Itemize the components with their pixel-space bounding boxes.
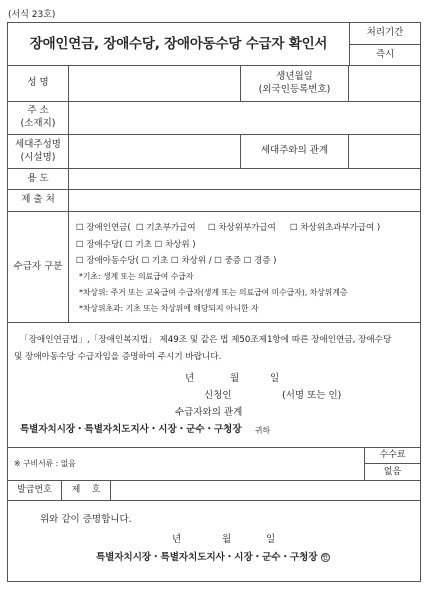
required-docs: ※ 구비서류 : 없음 — [14, 459, 76, 468]
address-label-sub: (소재지) — [20, 118, 56, 129]
option-pension-basic[interactable]: ☐ 기초부가급여 — [136, 223, 196, 233]
addressee-honorific: 귀하 — [255, 426, 271, 435]
note-basic: *기초: 생계 또는 의료급여 수급자 — [79, 272, 194, 281]
statement-month: 월 — [230, 373, 240, 384]
statement-year: 년 — [185, 373, 195, 384]
option-pension-above[interactable]: ☐ 차상위초과부가급여 ) — [290, 223, 381, 233]
relation-label: 세대주와의 관계 — [260, 145, 329, 157]
address-label — [8, 102, 68, 134]
option-pension-near-poverty[interactable]: ☐ 차상위부가급여 — [208, 223, 276, 233]
row-line — [7, 447, 421, 448]
processing-period-label: 처리기간 — [366, 27, 404, 39]
issue-month: 월 — [222, 534, 232, 545]
statement-line2: 및 장애아동수당 수급자임을 증명하여 주시기 바랍니다. — [14, 352, 222, 362]
row-line — [7, 500, 421, 501]
household-head-field[interactable] — [69, 135, 240, 168]
statement-day: 일 — [270, 373, 280, 384]
frame-bottom — [7, 581, 421, 582]
household-head-text: 세대주성명 — [15, 138, 61, 150]
option-disability-allowance[interactable]: ☐ 장애수당( ☐ 기초 ☐ 차상위 ) — [76, 240, 196, 250]
dob-field[interactable] — [349, 66, 420, 101]
issuer-authority-text: 특별자치시장・특별자치도지사・시장・군수・구청장 — [96, 552, 318, 563]
applicant-signature[interactable]: (서명 또는 인) — [282, 390, 342, 401]
name-field[interactable] — [69, 66, 240, 101]
issue-number-value[interactable]: 제 호 — [71, 485, 101, 496]
purpose-field[interactable] — [69, 169, 420, 189]
note-above: *차상위초과: 기초 또는 차상위에 해당되지 아니한 자 — [79, 304, 259, 313]
household-head-sub: (시설명) — [20, 151, 56, 163]
addressee-authority: 특별자치시장・특별자치도지사・시장・군수・구청장 — [20, 424, 242, 435]
address-field[interactable] — [69, 102, 420, 134]
purpose-label: 용 도 — [27, 172, 49, 184]
issuer-authority — [96, 552, 330, 563]
issue-year: 년 — [172, 534, 182, 545]
dob-label-text: 생년월일 — [276, 70, 313, 82]
dob-label-sub: (외국인등록번호) — [258, 83, 331, 95]
dob-label — [241, 66, 348, 101]
household-head-label — [8, 135, 68, 168]
address-label-text: 주 소 — [27, 105, 49, 117]
form-title: 장애인연금, 장애수당, 장애아동수당 수급자 확인서 — [29, 35, 328, 52]
frame-right — [420, 22, 421, 582]
option-pension-lead[interactable]: ☐ 장애인연금( — [76, 223, 131, 233]
row-line — [7, 211, 421, 212]
issue-confirm: 위와 같이 증명합니다. — [40, 514, 132, 525]
fee-label: 수수료 — [379, 450, 406, 461]
relation-field[interactable] — [349, 135, 420, 168]
submit-to-field[interactable] — [69, 190, 420, 211]
applicant-relation: 수급자와의 관계 — [175, 407, 243, 418]
submit-to-label: 제 출 처 — [21, 194, 55, 206]
statement-line1: 「장애인연금법」,「장애인복지법」 제49조 및 같은 법 제50조제1항에 따른 장애인연금, 장애수당 — [20, 335, 392, 345]
applicant-label: 신청인 — [204, 390, 232, 401]
processing-period-value: 즉시 — [375, 48, 395, 60]
issue-day: 일 — [266, 534, 276, 545]
name-label: 성 명 — [27, 77, 49, 89]
recipient-type-label: 수급자 구분 — [13, 260, 63, 272]
issue-number-label: 발급번호 — [17, 485, 52, 496]
fee-value: 없음 — [383, 466, 402, 477]
issue-divider — [110, 480, 111, 500]
seal-icon: 인 — [322, 554, 328, 561]
form-number: (서식 23호) — [8, 10, 56, 20]
row-line — [7, 322, 421, 323]
note-near-poverty: *차상위: 주거 또는 교육급여 수급자(생계 또는 의료급여 미수급자), 차상위계층 — [79, 288, 348, 297]
option-child-allowance[interactable]: ☐ 장애아동수당( ☐ 기초 ☐ 차상위 / ☐ 중증 ☐ 경증 ) — [76, 256, 277, 266]
